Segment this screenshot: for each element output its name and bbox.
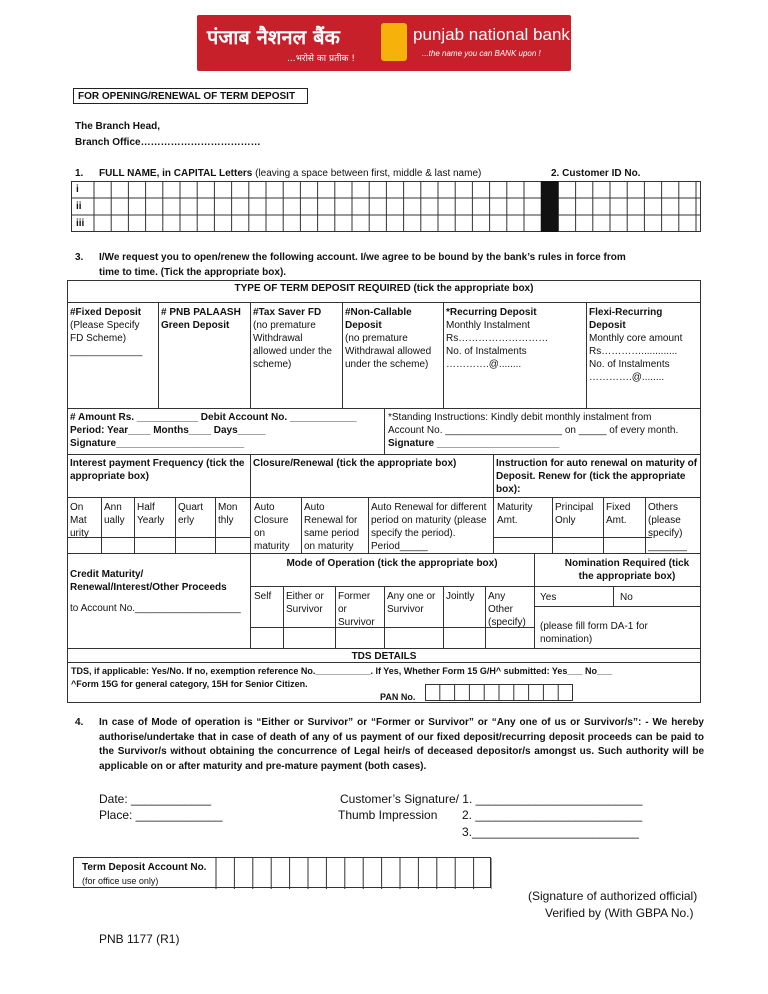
address-line1: The Branch Head, xyxy=(75,121,161,132)
credit-line1: Credit Maturity/ xyxy=(70,569,144,580)
type-tax-saver[interactable] xyxy=(250,304,342,373)
form-code: PNB 1177 (R1) xyxy=(99,932,180,946)
interest-maturity[interactable]: On Mat urity xyxy=(70,502,89,539)
customer-id-label: 2. Customer ID No. xyxy=(551,168,641,179)
renew-fixed-amt[interactable]: Fixed Amt. xyxy=(606,502,631,526)
pan-label: PAN No. xyxy=(380,692,416,702)
mode-jointly[interactable]: Jointly xyxy=(446,591,475,602)
type-fixed-deposit[interactable] xyxy=(67,304,158,360)
instruction-header: Instruction for auto renewal on maturity of Deposit. Renew for (tick the appropriate box): xyxy=(496,458,698,495)
type-title: #Non-Callable Deposit xyxy=(345,307,412,331)
thumb-impression-label: Thumb Impression xyxy=(338,808,438,822)
renew-others[interactable]: Others (please specify) _______ xyxy=(648,502,687,552)
logo-emblem xyxy=(381,23,407,61)
tds-header: TDS DETAILS xyxy=(351,651,417,662)
type-body: Monthly core amount Rs…………............. No. of Instalments ………….@........ xyxy=(589,333,683,383)
interest-header: Interest payment Frequency (tick the appropriate box) xyxy=(70,458,245,482)
logo-tag-english: ...the name you can BANK upon ! xyxy=(422,49,541,58)
verified-by: Verified by (With GBPA No.) xyxy=(545,906,694,920)
form-title: FOR OPENING/RENEWAL OF TERM DEPOSIT xyxy=(73,88,308,104)
logo-hindi: पंजाब नैशनल बैंक xyxy=(207,25,340,49)
mode-either-survivor[interactable]: Either or Survivor xyxy=(286,591,324,615)
address-line2: Branch Office……………………………… xyxy=(75,137,261,148)
q1-rest: (leaving a space between first, middle & last name) xyxy=(252,168,482,179)
logo-tag-hindi: ...भरोसे का प्रतीक ! xyxy=(287,54,355,64)
type-body: Monthly Instalment Rs……………………… No. of Instalments ………….@........ xyxy=(446,320,549,370)
tds-line1: TDS, if applicable: Yes/No. If no, exemption reference No.___________. If Yes, Whether Form 15 G/H^ submitted: Yes___ No___ xyxy=(71,666,612,676)
standing-block[interactable] xyxy=(385,409,701,452)
name-row-label-3: iii xyxy=(76,218,85,229)
amount-block[interactable] xyxy=(67,409,384,452)
pan-grid[interactable] xyxy=(425,684,573,701)
type-flexi-recurring[interactable] xyxy=(586,304,701,386)
q3-text2: time to time. (Tick the appropriate box). xyxy=(99,267,287,278)
customer-signature-3[interactable]: 3._________________________ xyxy=(462,825,639,839)
closure-auto-closure[interactable]: Auto Closure on maturity xyxy=(254,502,290,552)
type-non-callable[interactable] xyxy=(342,304,443,373)
type-title: Flexi-Recurring Deposit xyxy=(589,307,663,331)
amount-line3: Signature_______________________ xyxy=(70,438,245,449)
type-title: #Tax Saver FD xyxy=(253,307,322,318)
type-body: (no premature Withdrawal allowed under the scheme) xyxy=(253,320,332,370)
q1-num: 1. xyxy=(75,168,84,179)
interest-quarterly[interactable]: Quart erly xyxy=(178,502,204,526)
q3-text: I/We request you to open/renew the following account. I/we agree to be bound by the bank’s rules in force from xyxy=(99,252,626,263)
type-body: (Please Specify FD Scheme) _____________ xyxy=(70,320,143,357)
name-row-label-2: ii xyxy=(76,201,82,212)
q1-text xyxy=(99,167,481,180)
type-palaash[interactable] xyxy=(158,304,250,334)
nomination-yes[interactable]: Yes xyxy=(540,592,557,603)
tds-line2: ^Form 15G for general category, 15H for Senior Citizen. xyxy=(71,679,308,689)
amount-line1: # Amount Rs. ___________ Debit Account No. ____________ xyxy=(70,412,357,423)
closure-header: Closure/Renewal (tick the appropriate box) xyxy=(253,458,457,469)
type-title: #Fixed Deposit xyxy=(70,307,142,318)
interest-annually[interactable]: Ann ually xyxy=(104,502,125,526)
mode-anyone-survivor[interactable]: Any one or Survivor xyxy=(387,591,436,615)
interest-half-yearly[interactable]: Half Yearly xyxy=(137,502,165,526)
nomination-no[interactable]: No xyxy=(620,592,633,603)
closure-auto-renewal-same[interactable]: Auto Renewal for same period on maturity xyxy=(304,502,360,552)
q4-num: 4. xyxy=(75,717,84,728)
renew-principal-only[interactable]: Principal Only xyxy=(555,502,594,526)
q3-num: 3. xyxy=(75,252,84,263)
logo-english: punjab national bank xyxy=(413,25,570,44)
tdacc-sub: (for office use only) xyxy=(82,876,159,886)
term-deposit-account-box[interactable] xyxy=(73,857,491,888)
place-field[interactable]: Place: _____________ xyxy=(99,808,223,822)
credit-line2: Renewal/Interest/Other Proceeds xyxy=(70,582,227,593)
type-title: # PNB PALAASH Green Deposit xyxy=(161,307,241,331)
q1-bold: FULL NAME, in CAPITAL Letters xyxy=(99,168,253,179)
type-title: *Recurring Deposit xyxy=(446,307,537,318)
nomination-note: (please fill form DA-1 for nomination) xyxy=(540,621,648,645)
type-header: TYPE OF TERM DEPOSIT REQUIRED (tick the appropriate box) xyxy=(234,283,534,294)
mode-any-other[interactable]: Any Other (specify) xyxy=(488,591,526,628)
q4-text: In case of Mode of operation is “Either or Survivor” or “Former or Survivor” or “Any one of us or Survivor/s”: - We hereby authorise/undertake that in case of death of any of us payment of our fixed deposit/recurring deposit proceeds can be paid to the Survivor/s without obtaining the concurrence of Legal heir/s of deceased depositor/s amongst us. Such authority will be applicable on or after maturity and pre-mature payment (both cases). xyxy=(99,717,704,772)
interest-monthly[interactable]: Mon thly xyxy=(218,502,238,526)
mode-former-survivor[interactable]: Former or Survivor xyxy=(338,591,375,628)
customer-signature-1[interactable]: Customer’s Signature/ 1. _________________________ xyxy=(340,792,643,806)
standing-line1: *Standing Instructions: Kindly debit monthly instalment from xyxy=(388,412,652,423)
authorized-signature: (Signature of authorized official) xyxy=(528,889,698,903)
amount-line2: Period: Year____ Months____ Days_____ xyxy=(70,425,266,436)
customer-signature-2[interactable]: 2. _________________________ xyxy=(462,808,643,822)
standing-line2: Account No. _____________________ on _____ of every month. xyxy=(388,425,679,436)
renew-maturity-amt[interactable]: Maturity Amt. xyxy=(497,502,533,526)
nomination-header: Nomination Required (tick the appropriate box) xyxy=(564,558,690,582)
date-field[interactable]: Date: ____________ xyxy=(99,792,212,806)
bank-logo xyxy=(197,15,571,71)
closure-auto-renewal-different[interactable]: Auto Renewal for different period on maturity (please specify the period). Period_____ xyxy=(371,502,487,552)
mode-header: Mode of Operation (tick the appropriate box) xyxy=(286,558,498,569)
credit-block[interactable] xyxy=(67,566,250,617)
credit-line3: to Account No.___________________ xyxy=(70,603,241,614)
name-grid-lines xyxy=(71,181,701,232)
name-row-label-1: i xyxy=(76,184,79,195)
name-grid[interactable] xyxy=(71,181,701,232)
mode-self[interactable]: Self xyxy=(254,591,272,602)
type-recurring[interactable] xyxy=(443,304,586,373)
standing-line3: Signature ______________________ xyxy=(388,438,560,449)
type-body: (no premature Withdrawal allowed under the scheme) xyxy=(345,333,432,370)
tdacc-label: Term Deposit Account No. xyxy=(82,862,207,873)
